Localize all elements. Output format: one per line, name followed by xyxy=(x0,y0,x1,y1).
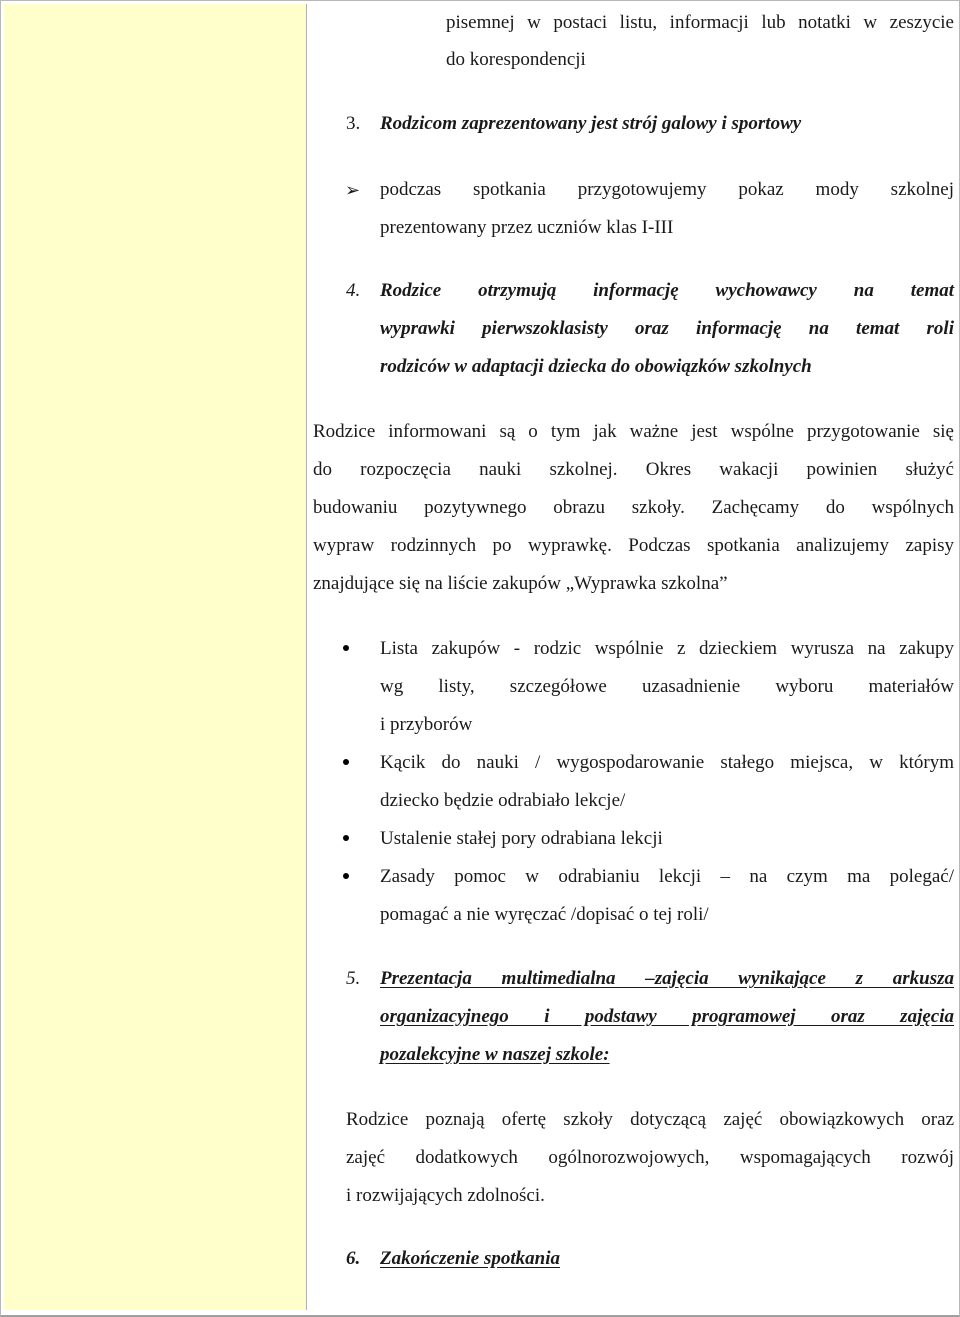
section-4-heading-line-3: rodziców w adaptacji dziecka do obowiązków szkolnych xyxy=(380,356,812,377)
bullet-dot-icon xyxy=(343,645,349,651)
section-3-item-line-2: prezentowany przez uczniów klas I-III xyxy=(380,217,674,238)
bullet-dot-icon xyxy=(343,835,349,841)
section-4-heading-line-1: Rodzice otrzymują informację wychowawcy na temat xyxy=(380,280,954,301)
section-3-item-line-1: podczas spotkania przygotowujemy pokaz mody szkolnej xyxy=(380,179,954,200)
section-4-paragraph-line-1: Rodzice informowani są o tym jak ważne jest wspólne przygotowanie się xyxy=(313,421,954,442)
section-5-heading-line-2: organizacyjnego i podstawy programowej oraz zajęcia xyxy=(380,1006,954,1027)
section-5-paragraph-line-3: i rozwijających zdolności. xyxy=(346,1185,545,1206)
bullet-1-line-3: i przyborów xyxy=(380,714,473,735)
bullet-1-line-2: wg listy, szczegółowe uzasadnienie wyboru materiałów xyxy=(380,676,954,697)
bullet-2-line-2: dziecko będzie odrabiało lekcje/ xyxy=(380,790,626,811)
left-column xyxy=(4,4,307,1310)
section-3-heading: Rodzicom zaprezentowany jest strój galowy i sportowy xyxy=(380,113,802,134)
bullet-2-line-1: Kącik do nauki / wygospodarowanie stałego miejsca, w którym xyxy=(380,752,954,773)
section-5-heading-line-3: pozalekcyjne w naszej szkole: xyxy=(380,1044,610,1065)
section-6-heading: Zakończenie spotkania xyxy=(380,1248,560,1269)
arrow-bullet-icon: ➢ xyxy=(345,180,361,200)
section-3-number: 3. xyxy=(346,113,361,134)
bullet-dot-icon xyxy=(343,873,349,879)
bullet-dot-icon xyxy=(343,759,349,765)
section-4-paragraph-line-5: znajdujące się na liście zakupów „Wyprawka szkolna” xyxy=(313,573,728,594)
section-4-paragraph-line-4: wypraw rodzinnych po wyprawkę. Podczas spotkania analizujemy zapisy xyxy=(313,535,954,556)
section-5-heading-line-1: Prezentacja multimedialna –zajęcia wynikające z arkusza xyxy=(380,968,954,989)
section-4-number: 4. xyxy=(346,280,361,301)
section-4-heading-line-2: wyprawki pierwszoklasisty oraz informację na temat roli xyxy=(380,318,954,339)
section-4-paragraph-line-2: do rozpoczęcia nauki szkolnej. Okres wakacji powinien służyć xyxy=(313,459,954,480)
section-6-number: 6. xyxy=(346,1248,361,1269)
section-4-paragraph-line-3: budowaniu pozytywnego obrazu szkoły. Zachęcamy do wspólnych xyxy=(313,497,954,518)
top-note-line-2: do korespondencji xyxy=(446,49,586,70)
bullet-3-line-1: Ustalenie stałej pory odrabiana lekcji xyxy=(380,828,663,849)
section-5-number: 5. xyxy=(346,968,361,989)
bullet-4-line-2: pomagać a nie wyręczać /dopisać o tej roli/ xyxy=(380,904,709,925)
bullet-1-line-1: Lista zakupów - rodzic wspólnie z dzieckiem wyrusza na zakupy xyxy=(380,638,954,659)
section-5-paragraph-line-2: zajęć dodatkowych ogólnorozwojowych, wspomagających rozwój xyxy=(346,1147,954,1168)
section-5-paragraph-line-1: Rodzice poznają ofertę szkoły dotyczącą zajęć obowiązkowych oraz xyxy=(346,1109,954,1130)
top-note-line-1: pisemnej w postaci listu, informacji lub notatki w zeszycie xyxy=(446,12,954,33)
bullet-4-line-1: Zasady pomoc w odrabianiu lekcji – na czym ma polegać/ xyxy=(380,866,954,887)
